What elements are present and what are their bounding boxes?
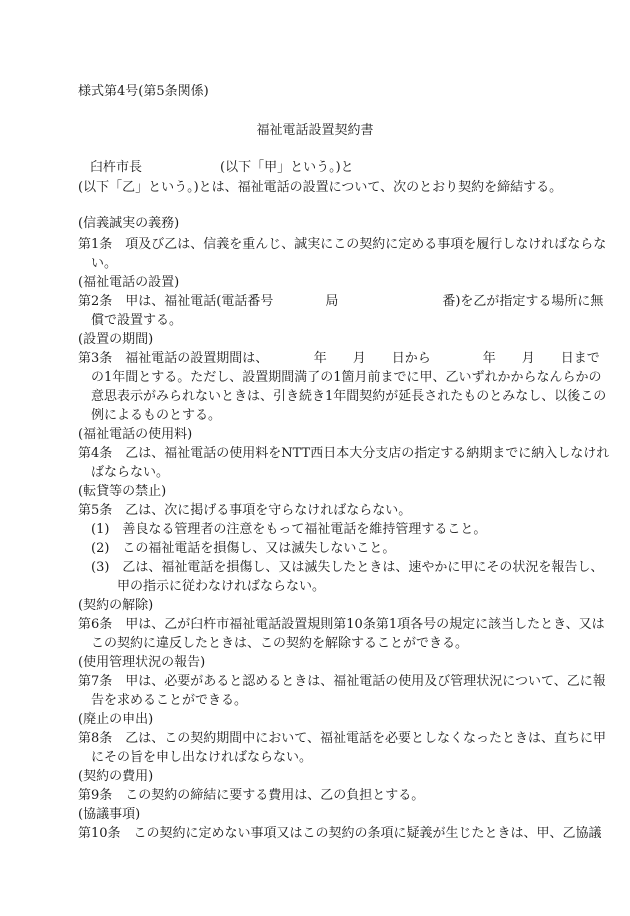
article-5-heading: (転貸等の禁止): [78, 484, 167, 499]
article-2-line: 第2条 甲は、福祉電話(電話番号 局 番)を乙が指定する場所に無: [78, 294, 604, 309]
article-1-heading: (信義誠実の義務): [78, 216, 180, 231]
document-title: 福祉電話設置契約書: [256, 123, 374, 138]
article-5-item-3: (3) 乙は、福祉電話を損傷し、又は滅失したときは、速やかに甲にその状況を報告し、: [91, 560, 604, 575]
article-6-heading: (契約の解除): [78, 598, 154, 613]
article-5-item-3-cont: 甲の指示に従わなければならない。: [117, 579, 326, 594]
article-5-line: 第5条 乙は、次に掲げる事項を守らなければならない。: [78, 503, 412, 518]
article-7-line: 第7条 甲は、必要があると認めるときは、福祉電話の使用及び管理状況について、乙に報: [78, 674, 606, 689]
article-5-item-2: (2) この福祉電話を損傷し、又は滅失しないこと。: [91, 541, 396, 556]
article-10-line: 第10条 この契約に定めない事項又はこの契約の条項に疑義が生じたときは、甲、乙協議: [78, 826, 602, 841]
article-4-line: ばならない。: [91, 465, 170, 480]
article-6-line: 第6条 甲は、乙が臼杵市福祉電話設置規則第10条第1項各号の規定に該当したとき、又は: [78, 617, 605, 632]
article-2-heading: (福祉電話の設置): [78, 275, 180, 290]
article-4-line: 第4条 乙は、福祉電話の使用料をNTT西日本大分支店の指定する納期までに納入しなけれ: [78, 446, 610, 461]
intro-line-1: 臼杵市長 (以下「甲」という。)と: [90, 160, 354, 175]
article-8-line: 第8条 乙は、この契約期間中において、福祉電話を必要としなくなったときは、直ちに甲: [78, 731, 607, 746]
article-2-line: 償で設置する。: [91, 313, 183, 328]
article-3-line: 例によるものとする。: [91, 408, 222, 423]
article-6-line: この契約に違反したときは、この契約を解除することができる。: [91, 636, 469, 651]
article-10-heading: (協議事項): [78, 807, 141, 822]
article-3-line: 第3条 福祉電話の設置期間は、 年 月 日から 年 月 日まで: [78, 351, 600, 366]
article-1-line: 第1条 項及び乙は、信義を重んじ、誠実にこの契約に定める事項を履行しなければならな: [78, 237, 607, 252]
article-7-heading: (使用管理状況の報告): [78, 655, 206, 670]
article-9-line: 第9条 この契約の締結に要する費用は、乙の負担とする。: [78, 788, 425, 803]
article-9-heading: (契約の費用): [78, 769, 154, 784]
article-7-line: 告を求めることができる。: [91, 693, 248, 708]
article-5-item-1: (1) 善良なる管理者の注意をもって福祉電話を維持管理すること。: [91, 522, 487, 537]
intro-line-2: (以下「乙」という。)とは、福祉電話の設置について、次のとおり契約を締結する。: [78, 180, 563, 195]
form-number: 様式第4号(第5条関係): [78, 84, 209, 99]
article-3-heading: (設置の期間): [78, 332, 154, 347]
article-1-line: い。: [91, 256, 118, 271]
article-8-heading: (廃止の申出): [78, 712, 154, 727]
article-3-line: 意思表示がみられないときは、引き続き1年間契約が延長されたものとみなし、以後この: [91, 389, 607, 404]
article-8-line: にその旨を申し出なければならない。: [91, 750, 313, 765]
article-3-line: の1年間とする。ただし、設置期間満了の1箇月前までに甲、乙いずれかからなんらかの: [91, 370, 602, 385]
article-4-heading: (福祉電話の使用料): [78, 427, 193, 442]
